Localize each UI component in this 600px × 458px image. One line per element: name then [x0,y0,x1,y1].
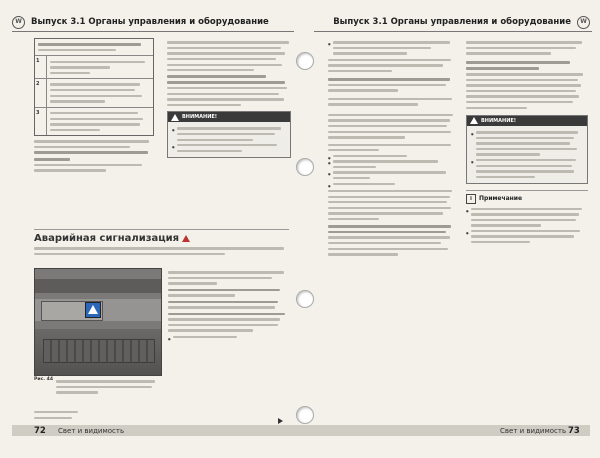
subheading-3 [466,61,588,70]
left-header-rule [12,31,294,32]
note-section [466,190,588,243]
right-warning-box [466,115,588,184]
right-page [300,0,600,458]
vw-logo-icon: W [577,16,590,29]
table-row: 2 [35,78,153,107]
right-warning-bar [467,116,587,126]
right-warning-label: ВНИМАНИЕ! [481,117,517,124]
left-warning-box [167,111,291,158]
right-page-header [314,14,590,30]
left-table-block [34,38,154,175]
left-page-number: 72 [34,426,46,436]
left-footer-bar [12,425,300,436]
subheading-1 [34,151,154,160]
control-table [34,38,154,136]
left-header-text: Выпуск 3.1 Органы управления и оборудование [31,17,269,27]
subheading-2 [167,75,291,84]
right-footer-title: Свет и видимость [500,427,567,435]
warning-triangle-icon [182,235,190,242]
figure-caption [34,377,160,422]
left-column-3 [168,268,290,341]
warning-triangle-icon [171,114,179,121]
arrow-right-icon [278,418,283,424]
note-icon: i [466,194,476,204]
vw-logo-icon: W [12,16,25,29]
hazard-switch-figure [34,268,162,376]
right-column-2 [466,38,588,247]
left-warning-label: ВНИМАНИЕ! [182,113,218,120]
right-header-rule [314,31,592,32]
right-column-1 [328,38,456,259]
hazard-section [34,229,289,258]
left-column-2 [167,38,291,158]
figure-caption-label: Рис. 44 [34,377,54,382]
warning-triangle-icon [470,117,478,124]
left-footer-title: Свет и видимость [58,427,125,435]
section-title: Аварийная сигнализация [34,233,180,244]
note-header [466,194,588,204]
left-warning-bar [168,112,290,122]
right-header-text: Выпуск 3.1 Органы управления и оборудование [333,17,571,27]
right-page-number: 73 [568,426,580,436]
left-page-header [12,14,292,30]
table-row [35,39,153,55]
hazard-button-illustration [85,302,101,318]
table-row: 1 [35,55,153,78]
table-row: 3 [35,107,153,136]
note-label: Примечание [479,195,523,203]
